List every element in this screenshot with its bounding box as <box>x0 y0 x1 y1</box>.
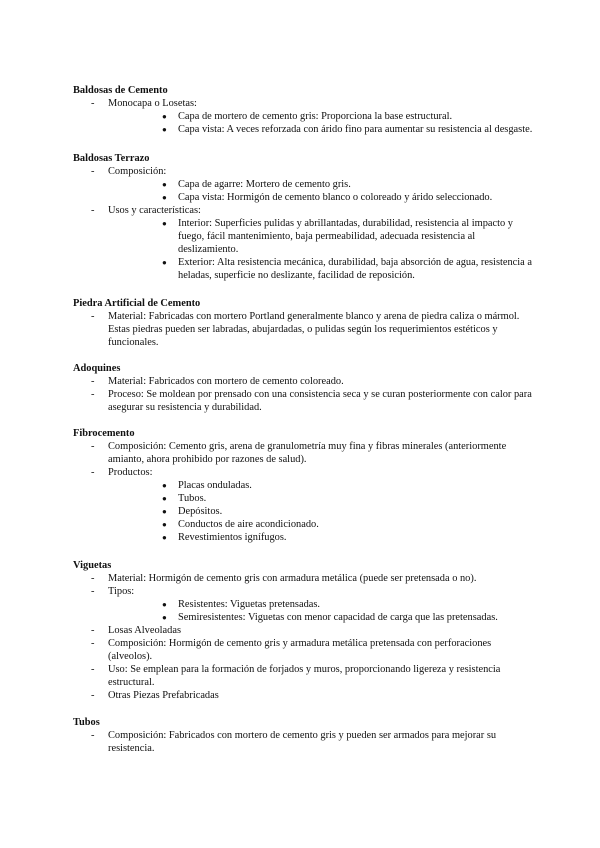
sub-list-item <box>108 191 533 204</box>
bullet-marker: ● <box>162 258 167 267</box>
bullet-marker: ● <box>162 613 167 622</box>
list-item-text: Productos: <box>108 467 153 478</box>
bullet-marker: ● <box>162 180 167 189</box>
list-item <box>73 440 533 466</box>
sub-list-item-text: Capa de mortero de cemento gris: Proporciona la base estructural. <box>178 111 453 122</box>
dash-marker: - <box>91 586 95 597</box>
dash-marker: - <box>91 625 95 636</box>
bullet-marker: ● <box>162 193 167 202</box>
bullet-marker: ● <box>162 125 167 134</box>
list-item-text: Uso: Se emplean para la formación de forjados y muros, proporcionando ligereza y resistencia estructural. <box>108 664 501 688</box>
sub-list-item <box>108 518 533 531</box>
sub-list-item <box>108 123 533 136</box>
list-item <box>73 729 533 755</box>
sub-list-item-text: Conductos de aire acondicionado. <box>178 519 319 530</box>
dash-marker: - <box>91 205 95 216</box>
section-title: Baldosas de Cemento <box>73 85 168 96</box>
bullet-marker: ● <box>162 219 167 228</box>
sub-list-item <box>108 178 533 191</box>
section-viguetas <box>73 559 533 702</box>
dash-marker: - <box>91 467 95 478</box>
dash-marker: - <box>91 690 95 701</box>
dash-marker: - <box>91 573 95 584</box>
sub-list-item-text: Capa de agarre: Mortero de cemento gris. <box>178 179 351 190</box>
list-item-text: Usos y características: <box>108 205 201 216</box>
sub-list-item-text: Placas onduladas. <box>178 480 252 491</box>
bullet-marker: ● <box>162 520 167 529</box>
sub-list-item <box>108 505 533 518</box>
list-item <box>73 97 533 136</box>
list-item-text: Monocapa o Losetas: <box>108 98 197 109</box>
dash-marker: - <box>91 664 95 675</box>
list-item <box>73 637 533 663</box>
sub-list-item <box>108 256 533 282</box>
list-item-text: Tipos: <box>108 586 135 597</box>
dash-marker: - <box>91 166 95 177</box>
sub-list-item-text: Depósitos. <box>178 506 223 517</box>
section-title: Fibrocemento <box>73 428 135 439</box>
dash-marker: - <box>91 311 95 322</box>
sub-list-item <box>108 479 533 492</box>
list-item-text: Material: Fabricadas con mortero Portland generalmente blanco y arena de piedra caliza o mármol. Estas piedras pueden ser labradas, abujardadas, o pulidas según los requerimientos estéticos y funcionales. <box>108 311 520 348</box>
bullet-marker: ● <box>162 481 167 490</box>
sub-list-item <box>108 598 533 611</box>
dash-marker: - <box>91 389 95 400</box>
section-title: Adoquines <box>73 363 121 374</box>
list-item-text: Material: Fabricados con mortero de cemento coloreado. <box>108 376 344 387</box>
section-adoquines <box>73 362 533 414</box>
sub-list-item <box>108 217 533 256</box>
list-item-text: Losas Alveoladas <box>108 625 182 636</box>
section-baldosas-de-cemento <box>73 84 533 136</box>
sub-list-item-text: Tubos. <box>178 493 207 504</box>
section-fibrocemento <box>73 427 533 544</box>
dash-marker: - <box>91 730 95 741</box>
section-title: Baldosas Terrazo <box>73 153 150 164</box>
list-item <box>73 204 533 282</box>
list-item <box>73 165 533 204</box>
bullet-marker: ● <box>162 112 167 121</box>
list-item-text: Composición: <box>108 166 167 177</box>
list-item <box>73 585 533 624</box>
bullet-marker: ● <box>162 533 167 542</box>
list-item <box>73 689 533 702</box>
bullet-marker: ● <box>162 507 167 516</box>
list-item-text: Composición: Cemento gris, arena de granulometría muy fina y fibras minerales (anteriormente amianto, ahora prohibido por razones de salud). <box>108 441 507 465</box>
sub-list-item <box>108 110 533 123</box>
dash-marker: - <box>91 376 95 387</box>
list-item <box>73 624 533 637</box>
list-item <box>73 388 533 414</box>
list-item <box>73 310 533 349</box>
sub-list-item-text: Resistentes: Viguetas pretensadas. <box>178 599 321 610</box>
list-item-text: Proceso: Se moldean por prensado con una consistencia seca y se curan posteriormente con calor para asegurar su resistencia y durabilidad. <box>108 389 532 413</box>
sub-list-item <box>108 531 533 544</box>
section-baldosas-terrazo <box>73 152 533 282</box>
dash-marker: - <box>91 638 95 649</box>
dash-marker: - <box>91 98 95 109</box>
section-title: Tubos <box>73 717 100 728</box>
sub-list-item <box>108 611 533 624</box>
dash-marker: - <box>91 441 95 452</box>
section-title: Piedra Artificial de Cemento <box>73 298 201 309</box>
section-piedra-artificial <box>73 297 533 349</box>
section-title: Viguetas <box>73 560 112 571</box>
sub-list-item-text: Capa vista: Hormigón de cemento blanco o coloreado y árido seleccionado. <box>178 192 493 203</box>
list-item <box>73 466 533 544</box>
list-item <box>73 375 533 388</box>
sub-list-item-text: Revestimientos ignífugos. <box>178 532 287 543</box>
bullet-marker: ● <box>162 494 167 503</box>
list-item-text: Otras Piezas Prefabricadas <box>108 690 219 701</box>
sub-list-item-text: Interior: Superficies pulidas y abrillantadas, durabilidad, resistencia al impacto y fuego, fácil mantenimiento, baja permeabilidad, adecuada resistencia al deslizamiento. <box>178 218 513 255</box>
sub-list-item-text: Capa vista: A veces reforzada con árido fino para aumentar su resistencia al desgaste. <box>178 124 533 135</box>
bullet-marker: ● <box>162 600 167 609</box>
list-item-text: Composición: Fabricados con mortero de cemento gris y pueden ser armados para mejorar su resistencia. <box>108 730 497 754</box>
section-tubos <box>73 716 533 755</box>
list-item-text: Composición: Hormigón de cemento gris y armadura metálica pretensada con perforaciones (alveolos). <box>108 638 492 662</box>
list-item <box>73 663 533 689</box>
list-item <box>73 572 533 585</box>
sub-list-item <box>108 492 533 505</box>
sub-list-item-text: Exterior: Alta resistencia mecánica, durabilidad, baja absorción de agua, resistencia a heladas, superficie no deslizante, facilidad de reposición. <box>178 257 532 281</box>
list-item-text: Material: Hormigón de cemento gris con armadura metálica (puede ser pretensada o no). <box>108 573 477 584</box>
sub-list-item-text: Semiresistentes: Viguetas con menor capacidad de carga que las pretensadas. <box>178 612 498 623</box>
